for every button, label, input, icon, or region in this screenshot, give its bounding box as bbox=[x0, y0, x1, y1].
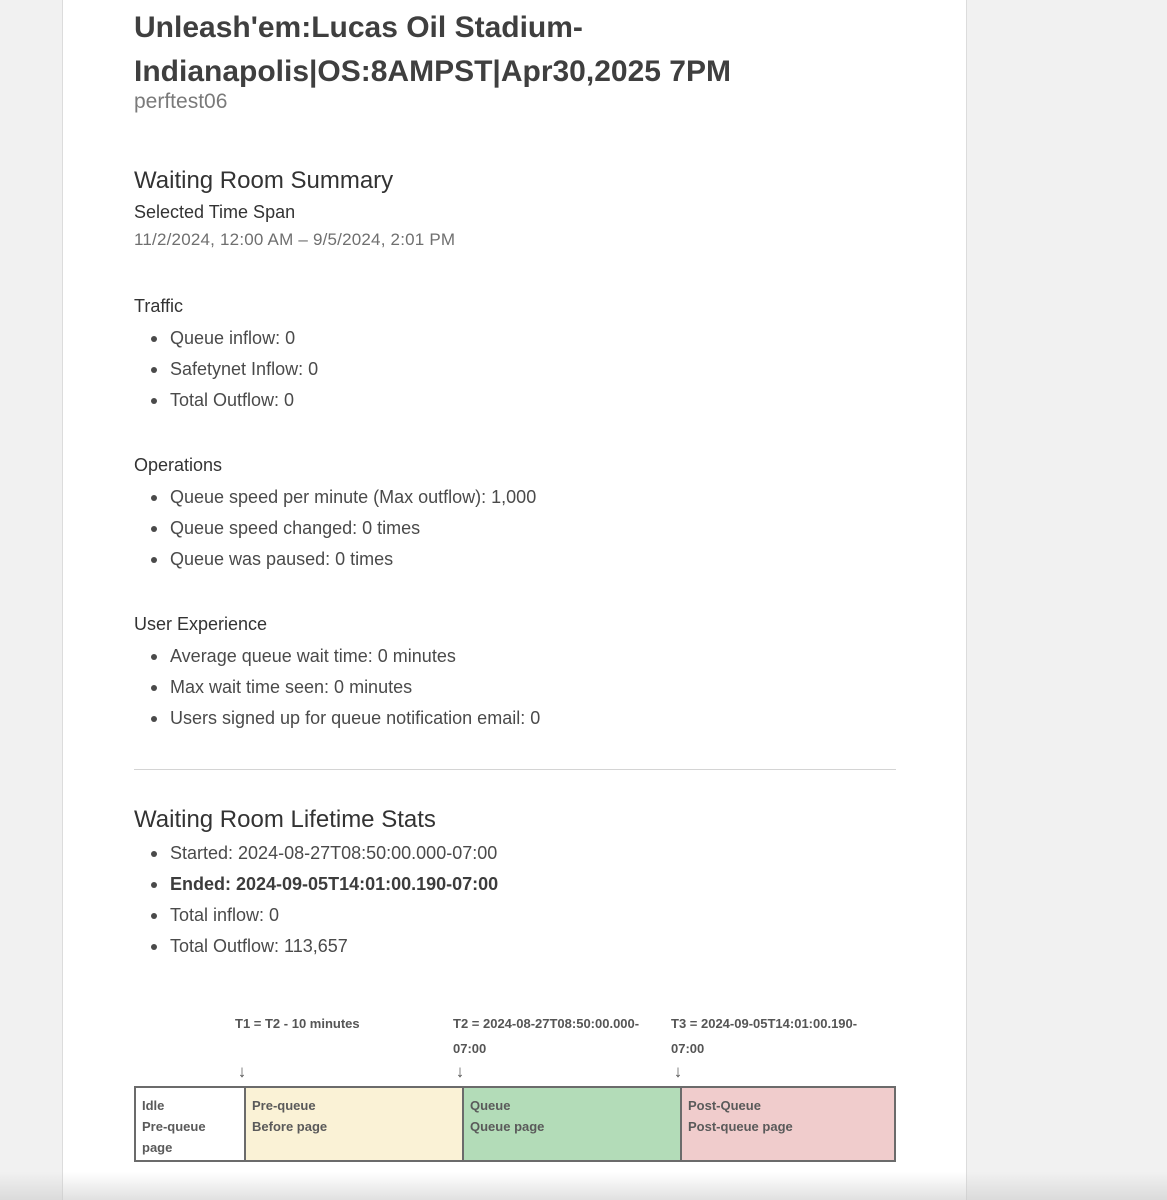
down-arrow-icon: ↓ bbox=[455, 1062, 465, 1081]
phase-page: Post-queue page bbox=[688, 1119, 793, 1134]
phase-post-queue bbox=[680, 1088, 894, 1160]
report-card bbox=[62, 0, 967, 1200]
list-item: Queue speed changed: 0 times bbox=[134, 513, 536, 544]
list-item: Max wait time seen: 0 minutes bbox=[134, 672, 540, 703]
timeline-marker-t3: T3 = 2024-09-05T14:01:00.190-07:00 bbox=[671, 1016, 858, 1056]
user-experience-list bbox=[134, 641, 540, 734]
time-span-value: 11/2/2024, 12:00 AM – 9/5/2024, 2:01 PM bbox=[134, 230, 456, 249]
list-item: Queue was paused: 0 times bbox=[134, 544, 536, 575]
page-title: Unleash'em:Lucas Oil Stadium-Indianapolis|OS:8AMPST|Apr30,2025 7PM bbox=[134, 11, 731, 88]
bottom-shadow bbox=[0, 1172, 1167, 1200]
timeline-marker-t1: T1 = T2 - 10 minutes bbox=[235, 1016, 360, 1031]
traffic-list bbox=[134, 323, 318, 416]
timeline-marker-t2: T2 = 2024-08-27T08:50:00.000-07:00 bbox=[453, 1016, 640, 1056]
list-item: Average queue wait time: 0 minutes bbox=[134, 641, 540, 672]
list-item: Total Outflow: 113,657 bbox=[134, 931, 498, 962]
down-arrow-icon: ↓ bbox=[673, 1062, 683, 1081]
phase-page: Pre-queue page bbox=[142, 1119, 206, 1155]
phase-pre-queue bbox=[244, 1088, 462, 1160]
time-span-label: Selected Time Span bbox=[134, 202, 296, 222]
lifetime-stats-heading: Waiting Room Lifetime Stats bbox=[134, 806, 436, 833]
list-item: Total inflow: 0 bbox=[134, 900, 498, 931]
timeline-phases bbox=[134, 1086, 896, 1162]
list-item: Started: 2024-08-27T08:50:00.000-07:00 bbox=[134, 838, 498, 869]
lifetime-stats-list bbox=[134, 838, 498, 962]
phase-name: Idle bbox=[142, 1098, 165, 1113]
phase-name: Queue bbox=[470, 1098, 511, 1113]
user-experience-heading: User Experience bbox=[134, 614, 268, 634]
phase-page: Before page bbox=[252, 1119, 328, 1134]
down-arrow-icon: ↓ bbox=[237, 1062, 247, 1081]
traffic-heading: Traffic bbox=[134, 296, 184, 316]
phase-name: Pre-queue bbox=[252, 1098, 316, 1113]
phase-idle bbox=[136, 1088, 244, 1160]
list-item: Users signed up for queue notification email: 0 bbox=[134, 703, 540, 734]
list-item: Total Outflow: 0 bbox=[134, 385, 318, 416]
list-item: Ended: 2024-09-05T14:01:00.190-07:00 bbox=[134, 869, 498, 900]
operations-list bbox=[134, 482, 536, 575]
list-item: Queue speed per minute (Max outflow): 1,000 bbox=[134, 482, 536, 513]
summary-heading: Waiting Room Summary bbox=[134, 167, 394, 194]
phase-page: Queue page bbox=[470, 1119, 545, 1134]
list-item: Safetynet Inflow: 0 bbox=[134, 354, 318, 385]
operations-heading: Operations bbox=[134, 455, 223, 475]
waiting-room-id: perftest06 bbox=[134, 90, 228, 113]
phase-queue bbox=[462, 1088, 680, 1160]
list-item: Queue inflow: 0 bbox=[134, 323, 318, 354]
section-divider bbox=[134, 769, 896, 770]
phase-name: Post-Queue bbox=[688, 1098, 761, 1113]
